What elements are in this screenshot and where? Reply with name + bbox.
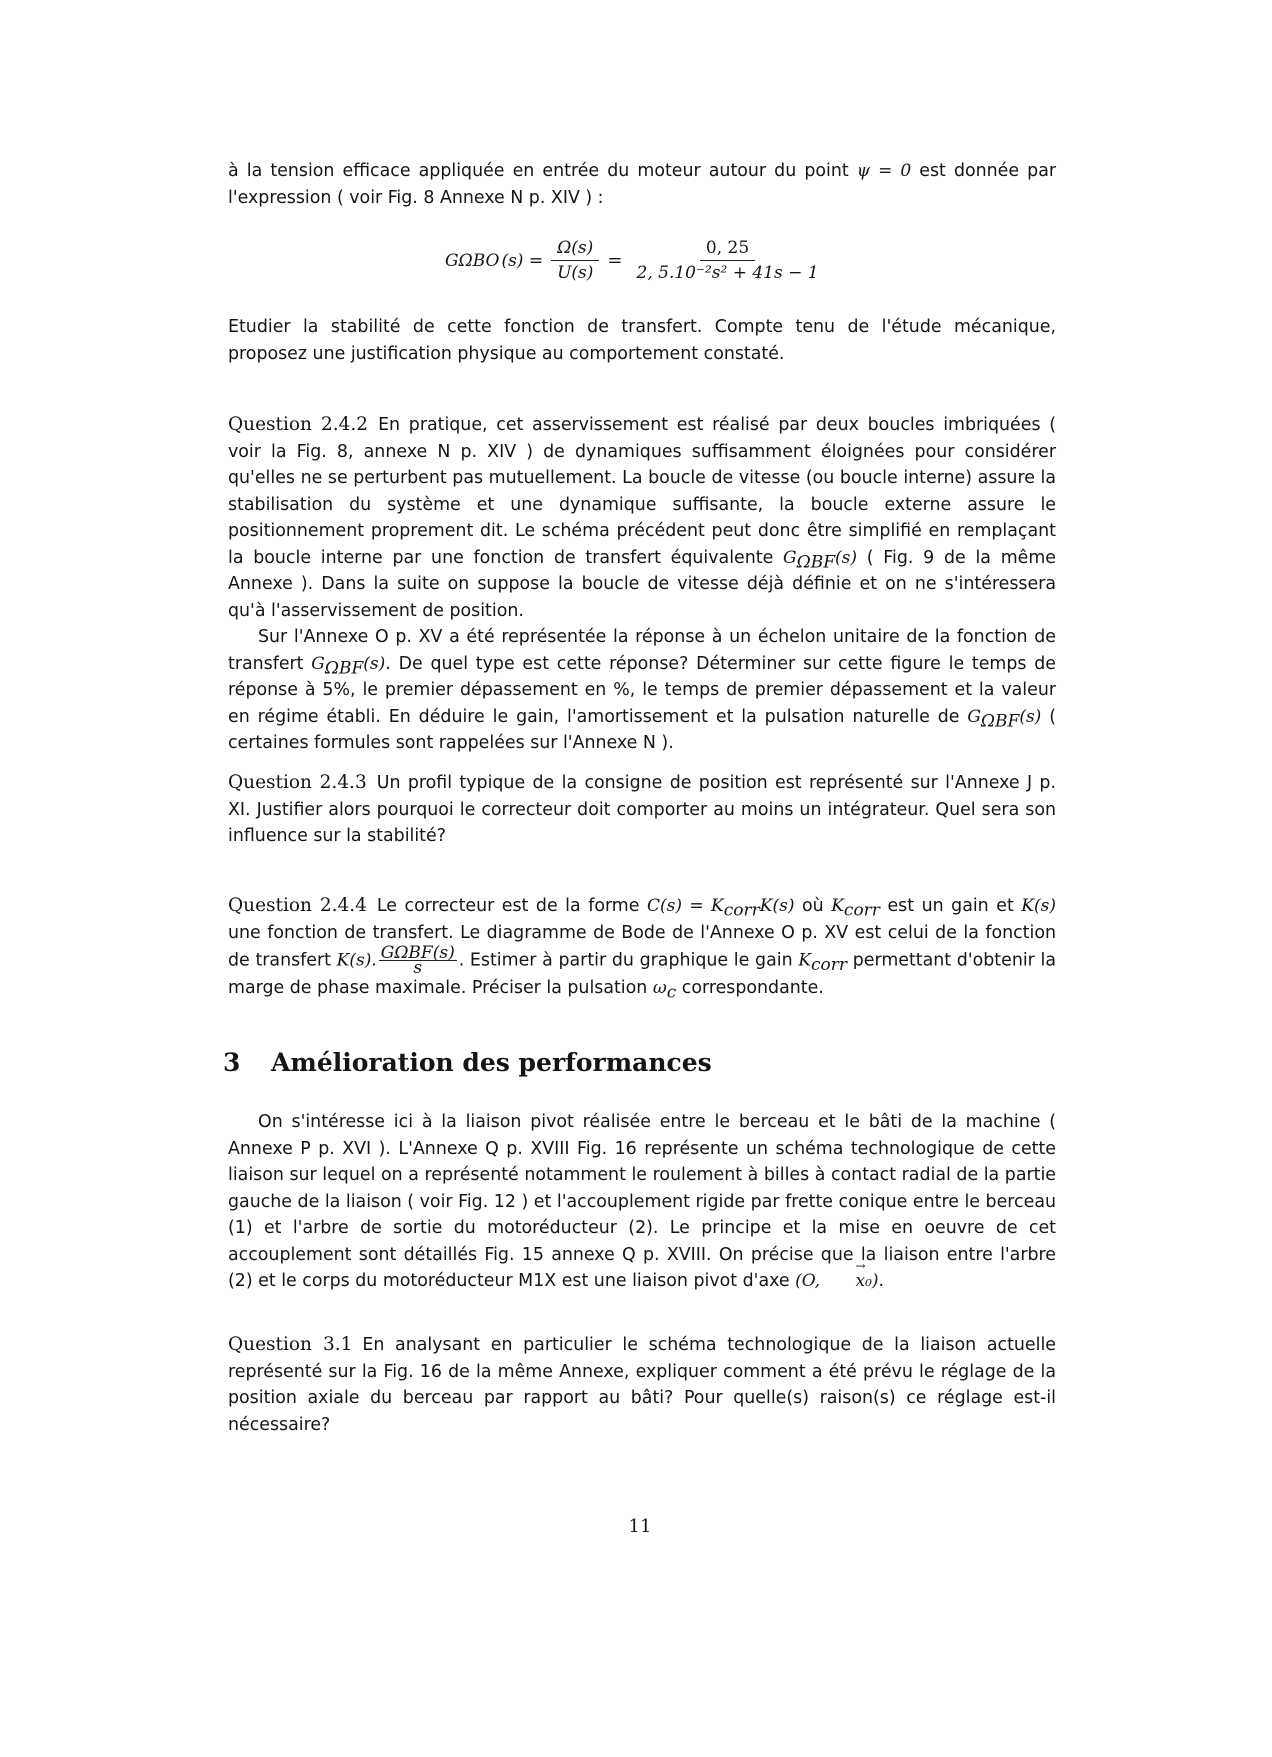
question-label: Question 2.4.3 — [228, 772, 367, 793]
g-arg: (s) — [363, 653, 386, 674]
omega-sub: c — [666, 982, 677, 1003]
g-arg: (s) — [835, 547, 858, 568]
study-text: Etudier la stabilité de cette fonction de transfert. Compte tenu de l'étude mécanique, proposez une justification physique au comportement constaté. — [228, 317, 1056, 364]
frac-num: GΩBF(s) — [380, 943, 455, 963]
eq-equals: = — [607, 250, 623, 271]
section3-paragraph — [228, 1109, 1056, 1295]
axis-vector: → x₀ — [825, 1268, 871, 1295]
q242-text-e: ( certaines formules sont rappelées sur l'Annexe N ). — [228, 706, 1056, 753]
axis-close: ) — [871, 1271, 879, 1291]
section-title-text: Amélioration des performances — [271, 1048, 712, 1077]
para3-text: On s'intéresse ici à la liaison pivot réalisée entre le berceau et le bâti de la machine ( Annexe P p. XVI ). L'Annexe Q p. XVIII Fig. 16 représente un schéma technologique de cette liaison sur lequel on a représenté notamment le roulement à billes à contact radial de la partie gauche de la liaison ( voir Fig. 12 ) et l'accouplement rigide par frette conique entre le berceau (1) et l'arbre de sortie du motoréducteur (2). Le principe et la mise en oeuvre de cet accouplement sont détaillés Fig. 15 annexe Q p. XVIII. On précise que la liaison entre l'arbre (2) et le corps du motoréducteur M1X est une liaison pivot d'axe — [228, 1112, 1056, 1291]
ks-expression: K(s) — [759, 896, 795, 916]
cs-expression: C(s) = K — [647, 896, 724, 916]
eq-fraction-1 — [551, 238, 599, 283]
corr-sub: corr — [811, 954, 848, 975]
axis-open: (O, — [795, 1271, 826, 1291]
corr-sub: corr — [723, 900, 760, 921]
g-symbol: G — [311, 653, 325, 674]
study-paragraph — [228, 314, 1056, 367]
q244-text-a: Le correcteur est de la forme — [376, 896, 647, 916]
intro-text-end: est donnée par l'expression ( voir Fig. 8 Annexe N p. XIV ) : — [228, 161, 1057, 208]
g-sub: ΩBF — [980, 710, 1020, 731]
g-arg: (s) — [1019, 706, 1042, 727]
q242-text-a: En pratique, cet asservissement est réalisé par deux boucles imbriquées ( voir la Fig. 8, annexe N p. XIV ) de dynamiques suffisamment éloignées pour considérer qu'elles ne se perturbent pas mutuellement. La boucle de vitesse (ou boucle interne) assure la stabilisation du système et une dynamique suffisante, la boucle externe assure le positionnement proprement dit. Le schéma précédent peut donc être simplifié en remplaçant la boucle interne par une fonction de transfert équivalente — [228, 415, 1056, 568]
q242-text-d: . De quel type est cette réponse? Déterminer sur cette figure le temps de réponse à 5%, le premier dépassement en %, le temps de premier dépassement et la valeur en régime établi. En déduire le gain, l'amortissement et la pulsation naturelle de — [228, 653, 1056, 727]
para3-end: . — [878, 1271, 885, 1291]
q242-text-c: Sur l'Annexe O p. XV a été représentée la réponse à un échelon unitaire de la fonction de transfert — [228, 627, 1056, 674]
q244-text-f: permettant d'obtenir la marge de phase maximale. Préciser la pulsation — [228, 950, 1057, 998]
g-symbol: G — [783, 547, 797, 568]
g-sub: ΩBF — [796, 551, 836, 572]
question-label: Question 2.4.4 — [228, 895, 367, 916]
frac-den: s — [413, 958, 423, 978]
eq-lhs: G — [445, 250, 459, 271]
q244-text-b: où — [794, 896, 832, 916]
q242-text-b: ( Fig. 9 de la même Annexe ). Dans la suite on suppose la boucle de vitesse déjà définie et on ne s'intéressera qu'à l'asservissement de position. — [228, 547, 1056, 621]
eq-lhs-arg: (s) = — [501, 250, 544, 271]
intro-paragraph — [228, 158, 1056, 211]
page-number: 11 — [628, 1516, 652, 1537]
question-label: Question 2.4.2 — [228, 414, 369, 435]
eq-frac1-den: U(s) — [557, 263, 594, 283]
intro-text: à la tension efficace appliquée en entrée du moteur autour du point — [228, 161, 857, 181]
open-loop-fraction — [379, 943, 457, 978]
section-title — [223, 1048, 712, 1077]
transfer-function-equation: G ΩBO (s) = $\frac{\Omega(s)}{U(s)}$ = $\frac{0, 25}{\text{2, 5.10⁻²s² + 41s − 1}}$ — [445, 238, 833, 283]
q244-text-c: est un gain et — [879, 896, 1022, 916]
g-symbol: G — [967, 706, 981, 727]
q244-text-g: correspondante. — [676, 978, 824, 998]
eq-frac2-num: 0, 25 — [700, 238, 755, 261]
kcorr-symbol: K — [798, 950, 812, 971]
question-label: Question 3.1 — [228, 1334, 353, 1355]
question-2-4-4 — [228, 893, 1056, 1002]
kcorr-symbol: K — [831, 896, 844, 916]
q31-text: En analysant en particulier le schéma technologique de la liaison actuelle représenté sur la Fig. 16 de la même Annexe, expliquer comment a été prévu le réglage de la position axiale du berceau par rapport au bâti? Pour quelle(s) raison(s) ce réglage est-il nécessaire? — [228, 1335, 1056, 1435]
eq-frac1-num: Ω(s) — [551, 238, 599, 261]
g-sub: ΩBF — [324, 657, 364, 678]
section-number: 3 — [223, 1048, 241, 1077]
q244-text-d: une fonction de transfert. Le diagramme de Bode de l'Annexe O p. XV est celui de la fonction de transfert — [228, 922, 1056, 971]
question-3-1 — [228, 1332, 1056, 1438]
ks-expression: K(s) — [1021, 896, 1056, 916]
question-2-4-2 — [228, 412, 1056, 757]
q243-text: Un profil typique de la consigne de position est représenté sur l'Annexe J p. XI. Justifier alors pourquoi le correcteur doit comporter au moins un intégrateur. Quel sera son influence sur la stabilité? — [228, 773, 1056, 846]
corr-sub: corr — [843, 900, 880, 921]
question-2-4-3 — [228, 770, 1056, 850]
q244-text-e: . Estimer à partir du graphique le gain — [458, 950, 799, 971]
eq-frac2-den: 2, 5.10⁻²s² + 41s − 1 — [636, 263, 819, 283]
omega-symbol: ω — [652, 978, 667, 998]
ks-dot: K(s). — [336, 950, 377, 971]
psi-expression: ψ = 0 — [856, 161, 912, 181]
eq-fraction-2 — [631, 238, 825, 283]
